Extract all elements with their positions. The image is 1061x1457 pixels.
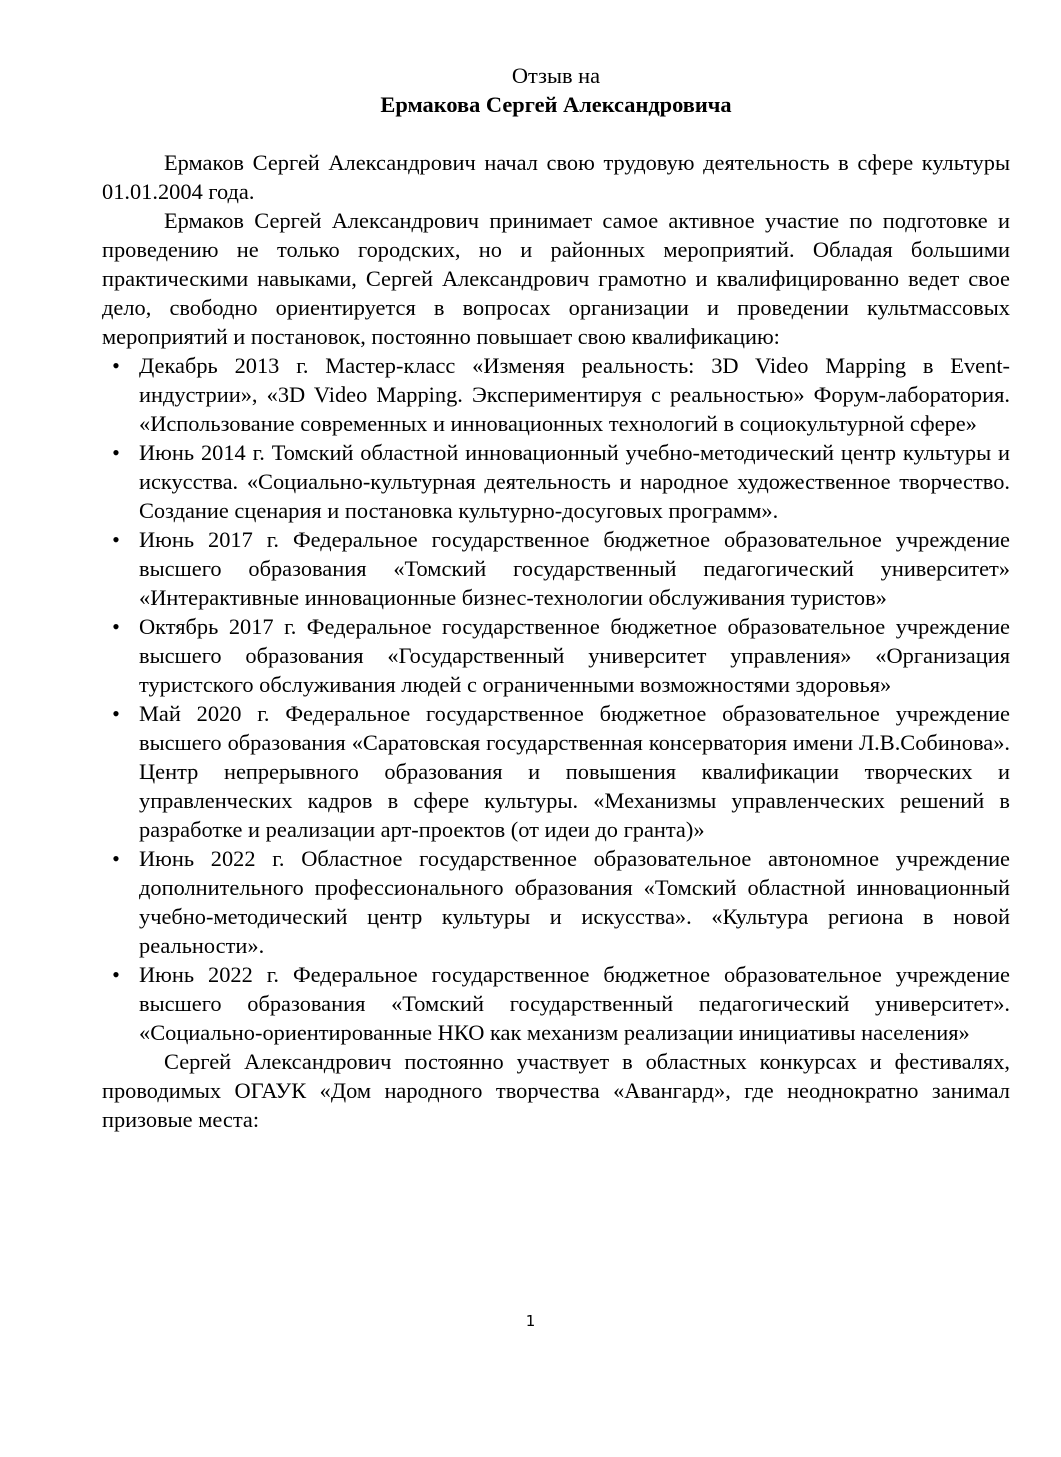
list-item (102, 699, 1010, 844)
bullet-icon: • (112, 527, 120, 552)
bullet-icon: • (112, 440, 120, 465)
bullet-icon: • (112, 846, 120, 871)
bullet-icon: • (112, 614, 120, 639)
list-item (102, 612, 1010, 699)
qualification-paragraph: Ермаков Сергей Александрович принимает самое активное участие по подготовке и проведению не только городских, но и районных мероприятий. Обладая большими практическими навыками, Сергей Александрович грамотно и квалифицированно ведет свое дело, свободно ориентируется в вопросах организации и проведении культмассовых мероприятий и постановок, постоянно повышает свою квалификацию: (102, 208, 1010, 349)
list-item (102, 525, 1010, 612)
title-spacer (102, 119, 1010, 148)
bullet-icon: • (112, 701, 120, 726)
bullet-icon: • (112, 353, 120, 378)
list-item-text: Декабрь 2013 г. Мастер-класс «Изменяя реальность: 3D Video Mapping в Event-индустрии», «3D Video Mapping. Экспериментируя с реальностью» Форум-лаборатория. «Использование современных и инновационных технологий в социокультурной сфере» (139, 353, 1010, 436)
document-body (102, 61, 1010, 1134)
list-item-text: Июнь 2022 г. Областное государственное образовательное автономное учреждение дополнительного профессионального образования «Томский областной инновационный учебно-методический центр культуры и искусства». «Культура региона в новой реальности». (139, 846, 1010, 958)
list-item (102, 960, 1010, 1047)
list-item (102, 351, 1010, 438)
list-item-text: Июнь 2022 г. Федеральное государственное бюджетное образовательное учреждение высшего образования «Томский государственный педагогический университет». «Социально-ориентированные НКО как механизм реализации инициативы населения» (139, 962, 1010, 1045)
page-number: 1 (525, 1312, 536, 1330)
list-item (102, 438, 1010, 525)
list-item-text: Май 2020 г. Федеральное государственное бюджетное образовательное учреждение высшего образования «Саратовская государственная консерватория имени Л.В.Собинова». Центр непрерывного образования и повышения квалификации творческих и управленческих кадров в сфере культуры. «Механизмы управленческих решений в разработке и реализации арт-проектов (от идеи до гранта)» (139, 701, 1010, 842)
list-item-text: Июнь 2017 г. Федеральное государственное бюджетное образовательное учреждение высшего образования «Томский государственный педагогический университет» «Интерактивные инновационные бизнес-технологии обслуживания туристов» (139, 527, 1010, 610)
bullet-icon: • (112, 962, 120, 987)
list-item-text: Октябрь 2017 г. Федеральное государственное бюджетное образовательное учреждение высшего образования «Государственный университет управления» «Организация туристского обслуживания людей с ограниченными возможностями здоровья» (139, 614, 1010, 697)
title-person-name: Ермакова Сергей Александровича (380, 92, 732, 117)
training-list (102, 351, 1010, 1047)
list-item (102, 844, 1010, 960)
list-item-text: Июнь 2014 г. Томский областной инновационный учебно-методический центр культуры и искусства. «Социально-культурная деятельность и народное художественное творчество. Создание сценария и постановка культурно-досуговых программ». (139, 440, 1010, 523)
title-line: Отзыв на (511, 63, 601, 88)
competitions-paragraph: Сергей Александрович постоянно участвует в областных конкурсах и фестивалях, проводимых ОГАУК «Дом народного творчества «Авангард», где неоднократно занимал призовые места: (102, 1049, 1010, 1132)
intro-paragraph: Ермаков Сергей Александрович начал свою трудовую деятельность в сфере культуры 01.01.2004 года. (102, 150, 1010, 204)
